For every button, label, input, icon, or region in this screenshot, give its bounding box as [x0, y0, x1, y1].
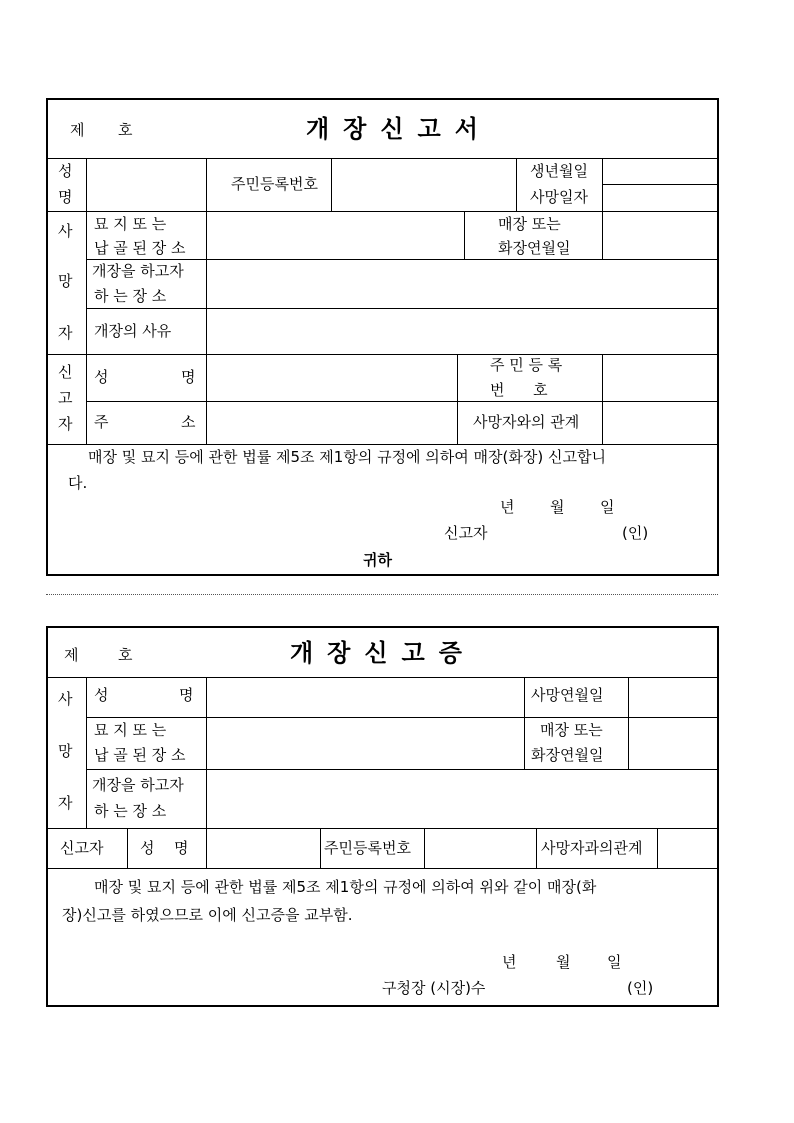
- label-burial-line2: 화장연월일: [498, 239, 571, 257]
- label-reporter-rrn-line1: 주 민 등 록: [490, 356, 563, 374]
- report-statement-line1: 매장 및 묘지 등에 관한 법률 제5조 제1항의 규정에 의하여 매장(화장) 신고합니: [88, 448, 606, 466]
- cert-label-deceased-ja: 자: [58, 794, 73, 812]
- cert-label-place-line2: 하 는 장 소: [94, 802, 167, 820]
- report-statement-line2: 다.: [68, 474, 88, 492]
- cert-day-label: 일: [607, 953, 622, 971]
- label-name-seong: 성: [58, 162, 73, 180]
- report-reporter-label: 신고자: [444, 524, 488, 542]
- cert-label-resident-number: 주민등록번호: [324, 839, 411, 857]
- report-day-label: 일: [600, 498, 615, 516]
- label-deceased-mang: 망: [58, 272, 73, 290]
- cert-label-burial-line1: 매장 또는: [540, 721, 603, 739]
- report-seal-label: (인): [622, 524, 649, 542]
- cert-issuer: 구청장 (시장)수: [382, 979, 486, 997]
- cert-label-death-date: 사망연월일: [531, 686, 604, 704]
- report-ho-label: 호: [118, 121, 133, 139]
- cut-line: [46, 594, 718, 595]
- cert-label-burial-line2: 화장연월일: [531, 746, 604, 764]
- label-grave-line2: 납 골 된 장 소: [94, 239, 186, 257]
- cert-month-label: 월: [556, 953, 571, 971]
- label-address-so: 소: [181, 413, 196, 431]
- report-title: 개장신고서: [306, 114, 492, 143]
- label-name-myeong: 명: [58, 188, 73, 206]
- report-addressee: 귀하: [363, 551, 392, 569]
- cert-label-reporter-myeong: 명: [174, 839, 189, 857]
- report-month-label: 월: [550, 498, 565, 516]
- cert-label-grave-line2: 납 골 된 장 소: [94, 746, 186, 764]
- cert-label-reporter-seong: 성: [140, 839, 155, 857]
- label-reporter-ja: 자: [58, 415, 73, 433]
- report-number-label: 제: [70, 121, 85, 139]
- cert-label-reporter: 신고자: [60, 839, 104, 857]
- cert-label-deceased-sa: 사: [58, 690, 73, 708]
- cert-label-place-line1: 개장을 하고자: [92, 776, 184, 794]
- label-death-date: 사망일자: [530, 188, 588, 206]
- cert-statement-line1: 매장 및 묘지 등에 관한 법률 제5조 제1항의 규정에 의하여 위와 같이 매장(화: [94, 878, 597, 896]
- certificate-ho-label: 호: [118, 646, 133, 664]
- certificate-title: 개장신고증: [290, 638, 476, 667]
- label-resident-number: 주민등록번호: [231, 175, 318, 193]
- cert-seal-label: (인): [627, 979, 654, 997]
- label-reporter-go: 고: [58, 389, 73, 407]
- cert-label-deceased-mang: 망: [58, 742, 73, 760]
- cert-label-name-seong: 성: [94, 686, 109, 704]
- label-address-ju: 주: [94, 413, 109, 431]
- label-deceased-sa: 사: [58, 222, 73, 240]
- cert-year-label: 년: [502, 953, 517, 971]
- cert-label-relation: 사망자과의관계: [541, 839, 643, 857]
- certificate-number-label: 제: [64, 646, 79, 664]
- label-grave-line1: 묘 지 또 는: [94, 215, 167, 233]
- report-year-label: 년: [500, 498, 515, 516]
- label-reporter-name-myeong: 명: [181, 368, 196, 386]
- label-reporter-sin: 신: [58, 363, 73, 381]
- label-birth-date: 생년월일: [530, 162, 588, 180]
- label-reporter-rrn-line2: 번 호: [490, 381, 548, 399]
- label-reason: 개장의 사유: [94, 322, 172, 340]
- label-deceased-ja: 자: [58, 324, 73, 342]
- cert-label-name-myeong: 명: [179, 686, 194, 704]
- label-relation: 사망자와의 관계: [473, 413, 580, 431]
- label-reporter-name-seong: 성: [94, 368, 109, 386]
- cert-statement-line2: 장)신고를 하였으므로 이에 신고증을 교부함.: [62, 906, 353, 924]
- label-burial-line1: 매장 또는: [498, 215, 561, 233]
- label-place-line2: 하 는 장 소: [94, 287, 167, 305]
- cert-label-grave-line1: 묘 지 또 는: [94, 721, 167, 739]
- label-place-line1: 개장을 하고자: [92, 262, 184, 280]
